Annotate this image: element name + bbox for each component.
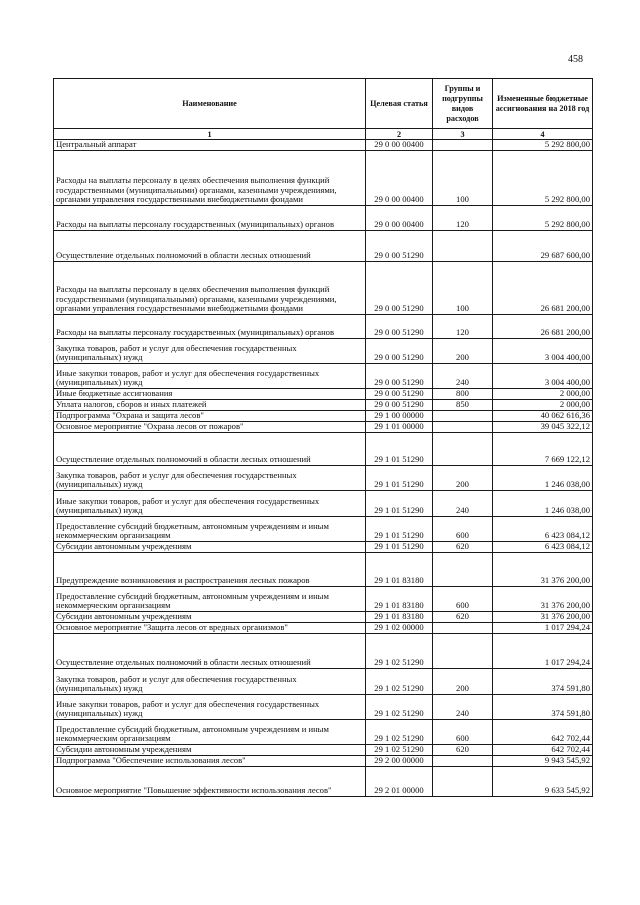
- table-row: [54, 206, 593, 231]
- page-number: 458: [568, 54, 583, 65]
- cell-code: 29 1 01 51290: [366, 517, 433, 542]
- cell-code: 29 1 01 51290: [366, 433, 433, 466]
- cell-amount: 6 423 084,12: [493, 517, 593, 542]
- cell-name: Иные закупки товаров, работ и услуг для обеспечения государственных (муниципальных) нужд: [54, 364, 366, 389]
- cell-name: Расходы на выплаты персоналу в целях обеспечения выполнения функций государственными (муниципальными) органами, казенными учреждениями, органами управления государственными внебюджетными фондами: [54, 262, 366, 315]
- cell-name: Субсидии автономным учреждениям: [54, 612, 366, 623]
- cell-name: Предупреждение возникновения и распространения лесных пожаров: [54, 553, 366, 587]
- cell-amount: 374 591,80: [493, 669, 593, 695]
- table-row: [54, 542, 593, 553]
- cell-amount: 31 376 200,00: [493, 553, 593, 587]
- cell-group: [433, 422, 493, 433]
- cell-amount: 1 017 294,24: [493, 634, 593, 669]
- cell-name: Осуществление отдельных полномочий в области лесных отношений: [54, 634, 366, 669]
- table-row: [54, 517, 593, 542]
- table-row: [54, 315, 593, 339]
- cell-group: 600: [433, 587, 493, 612]
- cell-group: 620: [433, 745, 493, 756]
- cell-code: 29 1 01 51290: [366, 466, 433, 491]
- cell-name: Основное мероприятие "Охрана лесов от пожаров": [54, 422, 366, 433]
- cell-code: 29 0 00 00400: [366, 151, 433, 206]
- cell-code: 29 1 01 51290: [366, 491, 433, 517]
- cell-group: [433, 553, 493, 587]
- cell-amount: 1 246 038,00: [493, 466, 593, 491]
- cell-name: Осуществление отдельных полномочий в области лесных отношений: [54, 433, 366, 466]
- table-row: [54, 669, 593, 695]
- cell-name: Подпрограмма "Обеспечение использования лесов": [54, 756, 366, 767]
- cell-name: Предоставление субсидий бюджетным, автономным учреждениям и иным некоммерческим организациям: [54, 517, 366, 542]
- cell-code: 29 0 00 51290: [366, 339, 433, 364]
- cell-group: 200: [433, 669, 493, 695]
- cell-group: 620: [433, 542, 493, 553]
- cell-code: 29 1 02 51290: [366, 669, 433, 695]
- cell-group: 200: [433, 466, 493, 491]
- cell-group: 240: [433, 364, 493, 389]
- cell-group: [433, 634, 493, 669]
- cell-code: 29 2 00 00000: [366, 756, 433, 767]
- cell-code: 29 0 00 00400: [366, 140, 433, 151]
- cell-amount: 5 292 800,00: [493, 206, 593, 231]
- cell-name: Закупка товаров, работ и услуг для обеспечения государственных (муниципальных) нужд: [54, 339, 366, 364]
- cell-name: Субсидии автономным учреждениям: [54, 745, 366, 756]
- column-number: 3: [433, 129, 493, 140]
- cell-amount: 3 004 400,00: [493, 339, 593, 364]
- column-number-row: [54, 129, 593, 140]
- cell-code: 29 1 01 83180: [366, 587, 433, 612]
- cell-group: [433, 623, 493, 634]
- cell-name: Подпрограмма "Охрана и защита лесов": [54, 411, 366, 422]
- table-row: [54, 433, 593, 466]
- cell-code: 29 0 00 51290: [366, 231, 433, 262]
- cell-code: 29 1 02 51290: [366, 634, 433, 669]
- cell-name: Предоставление субсидий бюджетным, автономным учреждениям и иным некоммерческим организациям: [54, 587, 366, 612]
- cell-code: 29 1 02 51290: [366, 695, 433, 720]
- cell-group: [433, 140, 493, 151]
- cell-group: 800: [433, 389, 493, 400]
- cell-group: [433, 231, 493, 262]
- table-row: [54, 634, 593, 669]
- cell-group: 850: [433, 400, 493, 411]
- table-row: [54, 411, 593, 422]
- table-row: [54, 491, 593, 517]
- cell-group: 620: [433, 612, 493, 623]
- cell-group: [433, 756, 493, 767]
- cell-amount: 3 004 400,00: [493, 364, 593, 389]
- table-row: [54, 695, 593, 720]
- table-row: [54, 767, 593, 797]
- cell-code: 29 1 01 83180: [366, 612, 433, 623]
- table-row: [54, 745, 593, 756]
- table-row: [54, 400, 593, 411]
- cell-code: 29 0 00 00400: [366, 206, 433, 231]
- cell-group: 600: [433, 517, 493, 542]
- cell-name: Основное мероприятие "Повышение эффективности использования лесов": [54, 767, 366, 797]
- header-amount: Измененные бюджетные ассигнования на 2018 год: [493, 79, 593, 129]
- cell-group: 100: [433, 262, 493, 315]
- cell-code: 29 0 00 51290: [366, 315, 433, 339]
- cell-name: Предоставление субсидий бюджетным, автономным учреждениям и иным некоммерческим организациям: [54, 720, 366, 745]
- cell-name: Закупка товаров, работ и услуг для обеспечения государственных (муниципальных) нужд: [54, 466, 366, 491]
- cell-amount: 26 681 200,00: [493, 315, 593, 339]
- cell-amount: 9 943 545,92: [493, 756, 593, 767]
- cell-name: Иные бюджетные ассигнования: [54, 389, 366, 400]
- cell-name: Центральный аппарат: [54, 140, 366, 151]
- cell-code: 29 1 01 51290: [366, 542, 433, 553]
- cell-amount: 31 376 200,00: [493, 587, 593, 612]
- budget-table: [53, 78, 593, 797]
- cell-code: 29 1 00 00000: [366, 411, 433, 422]
- column-number: 4: [493, 129, 593, 140]
- table-row: [54, 623, 593, 634]
- cell-group: 240: [433, 491, 493, 517]
- table-row: [54, 422, 593, 433]
- cell-group: 200: [433, 339, 493, 364]
- cell-name: Расходы на выплаты персоналу государственных (муниципальных) органов: [54, 315, 366, 339]
- cell-code: 29 0 00 51290: [366, 364, 433, 389]
- cell-amount: 1 246 038,00: [493, 491, 593, 517]
- cell-name: Осуществление отдельных полномочий в области лесных отношений: [54, 231, 366, 262]
- cell-amount: 5 292 800,00: [493, 140, 593, 151]
- table-row: [54, 587, 593, 612]
- cell-group: [433, 433, 493, 466]
- cell-code: 29 0 00 51290: [366, 389, 433, 400]
- cell-amount: 26 681 200,00: [493, 262, 593, 315]
- cell-amount: 40 062 616,36: [493, 411, 593, 422]
- table-row: [54, 140, 593, 151]
- cell-code: 29 1 01 00000: [366, 422, 433, 433]
- table-row: [54, 612, 593, 623]
- cell-group: [433, 411, 493, 422]
- table-row: [54, 231, 593, 262]
- table-row: [54, 720, 593, 745]
- cell-group: 120: [433, 315, 493, 339]
- cell-amount: 39 045 322,12: [493, 422, 593, 433]
- cell-name: Основное мероприятие "Защита лесов от вредных организмов": [54, 623, 366, 634]
- cell-name: Иные закупки товаров, работ и услуг для обеспечения государственных (муниципальных) нужд: [54, 695, 366, 720]
- cell-amount: 5 292 800,00: [493, 151, 593, 206]
- table-body: [54, 140, 593, 797]
- column-number: 1: [54, 129, 366, 140]
- table-row: [54, 151, 593, 206]
- cell-name: Субсидии автономным учреждениям: [54, 542, 366, 553]
- cell-amount: 9 633 545,92: [493, 767, 593, 797]
- cell-code: 29 0 00 51290: [366, 400, 433, 411]
- header-name: Наименование: [54, 79, 366, 129]
- cell-amount: 2 000,00: [493, 400, 593, 411]
- header-row: [54, 79, 593, 129]
- cell-name: Закупка товаров, работ и услуг для обеспечения государственных (муниципальных) нужд: [54, 669, 366, 695]
- cell-amount: 29 687 600,00: [493, 231, 593, 262]
- cell-group: [433, 767, 493, 797]
- cell-name: Расходы на выплаты персоналу в целях обеспечения выполнения функций государственными (муниципальными) органами, казенными учреждениями, органами управления государственными внебюджетными фондами: [54, 151, 366, 206]
- table-row: [54, 364, 593, 389]
- table-row: [54, 262, 593, 315]
- header-code: Целевая статья: [366, 79, 433, 129]
- table-row: [54, 756, 593, 767]
- cell-code: 29 1 01 83180: [366, 553, 433, 587]
- cell-code: 29 0 00 51290: [366, 262, 433, 315]
- cell-amount: 7 669 122,12: [493, 433, 593, 466]
- table-row: [54, 466, 593, 491]
- cell-group: 240: [433, 695, 493, 720]
- cell-amount: 6 423 084,12: [493, 542, 593, 553]
- cell-amount: 1 017 294,24: [493, 623, 593, 634]
- table-row: [54, 553, 593, 587]
- cell-name: Расходы на выплаты персоналу государственных (муниципальных) органов: [54, 206, 366, 231]
- cell-group: 100: [433, 151, 493, 206]
- cell-amount: 2 000,00: [493, 389, 593, 400]
- header-group: Группы и подгруппы видов расходов: [433, 79, 493, 129]
- cell-code: 29 1 02 51290: [366, 720, 433, 745]
- cell-amount: 642 702,44: [493, 745, 593, 756]
- table-row: [54, 339, 593, 364]
- cell-code: 29 1 02 00000: [366, 623, 433, 634]
- cell-code: 29 2 01 00000: [366, 767, 433, 797]
- cell-name: Иные закупки товаров, работ и услуг для обеспечения государственных (муниципальных) нужд: [54, 491, 366, 517]
- cell-group: 120: [433, 206, 493, 231]
- cell-group: 600: [433, 720, 493, 745]
- cell-name: Уплата налогов, сборов и иных платежей: [54, 400, 366, 411]
- cell-amount: 31 376 200,00: [493, 612, 593, 623]
- cell-code: 29 1 02 51290: [366, 745, 433, 756]
- table-row: [54, 389, 593, 400]
- column-number: 2: [366, 129, 433, 140]
- cell-amount: 374 591,80: [493, 695, 593, 720]
- cell-amount: 642 702,44: [493, 720, 593, 745]
